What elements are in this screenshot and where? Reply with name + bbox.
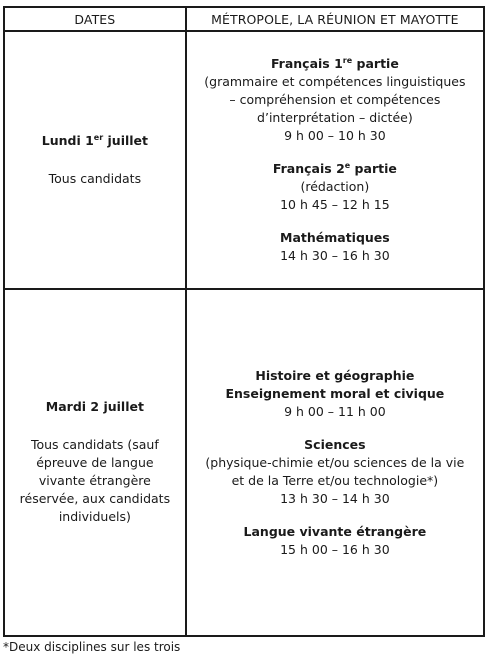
exam-detail: (rédaction) [300, 179, 370, 194]
footnote: *Deux disciplines sur les trois [3, 640, 181, 654]
candidates-note: Tous candidats [48, 170, 142, 186]
header-row [4, 7, 484, 31]
exams-cell [186, 31, 484, 289]
exam-block [187, 160, 483, 214]
exam-title: Mathématiques [280, 230, 390, 245]
exam-title: Sciences [304, 436, 366, 452]
exam-time: 15 h 00 – 16 h 30 [280, 541, 390, 557]
exam-detail: (grammaire et compétences linguistiques [204, 74, 466, 89]
exam-block [187, 367, 483, 421]
dates-column-header: DATES [4, 7, 186, 31]
candidates-note: Tous candidats (sauf épreuve de langue vivante étrangère réservée, aux candidats individuels) [19, 437, 171, 524]
exam-detail: et de la Terre et/ou technologie*) [231, 472, 439, 488]
exams-cell [186, 289, 484, 636]
exam-title: Français 2e partie [272, 160, 397, 176]
exam-block [187, 229, 483, 265]
day-label: Mardi 2 juillet [45, 399, 144, 414]
exam-title: Français 1re partie [270, 55, 399, 71]
exam-block [187, 523, 483, 559]
exam-detail: (physique-chimie et/ou sciences de la vie [205, 454, 465, 470]
exam-schedule-table [3, 6, 485, 637]
table-row [4, 289, 484, 636]
exam-time: 9 h 00 – 10 h 30 [284, 128, 386, 143]
exam-title: Langue vivante étrangère [243, 523, 427, 539]
table-row [4, 31, 484, 289]
exam-block [187, 436, 483, 508]
exam-time: 9 h 00 – 11 h 00 [284, 403, 386, 419]
exam-detail: – compréhension et compétences [229, 92, 441, 107]
exam-title: Histoire et géographie [255, 367, 415, 383]
exam-time: 10 h 45 – 12 h 15 [280, 197, 390, 212]
exam-title: Enseignement moral et civique [225, 385, 445, 401]
region-column-header: MÉTROPOLE, LA RÉUNION ET MAYOTTE [186, 7, 484, 31]
date-cell [4, 31, 186, 289]
day-label: Lundi 1er juillet [41, 132, 148, 148]
date-cell [4, 289, 186, 636]
exam-time: 14 h 30 – 16 h 30 [280, 248, 390, 263]
exam-block [187, 55, 483, 145]
exam-time: 13 h 30 – 14 h 30 [280, 490, 390, 506]
exam-detail: d’interprétation – dictée) [257, 110, 413, 125]
